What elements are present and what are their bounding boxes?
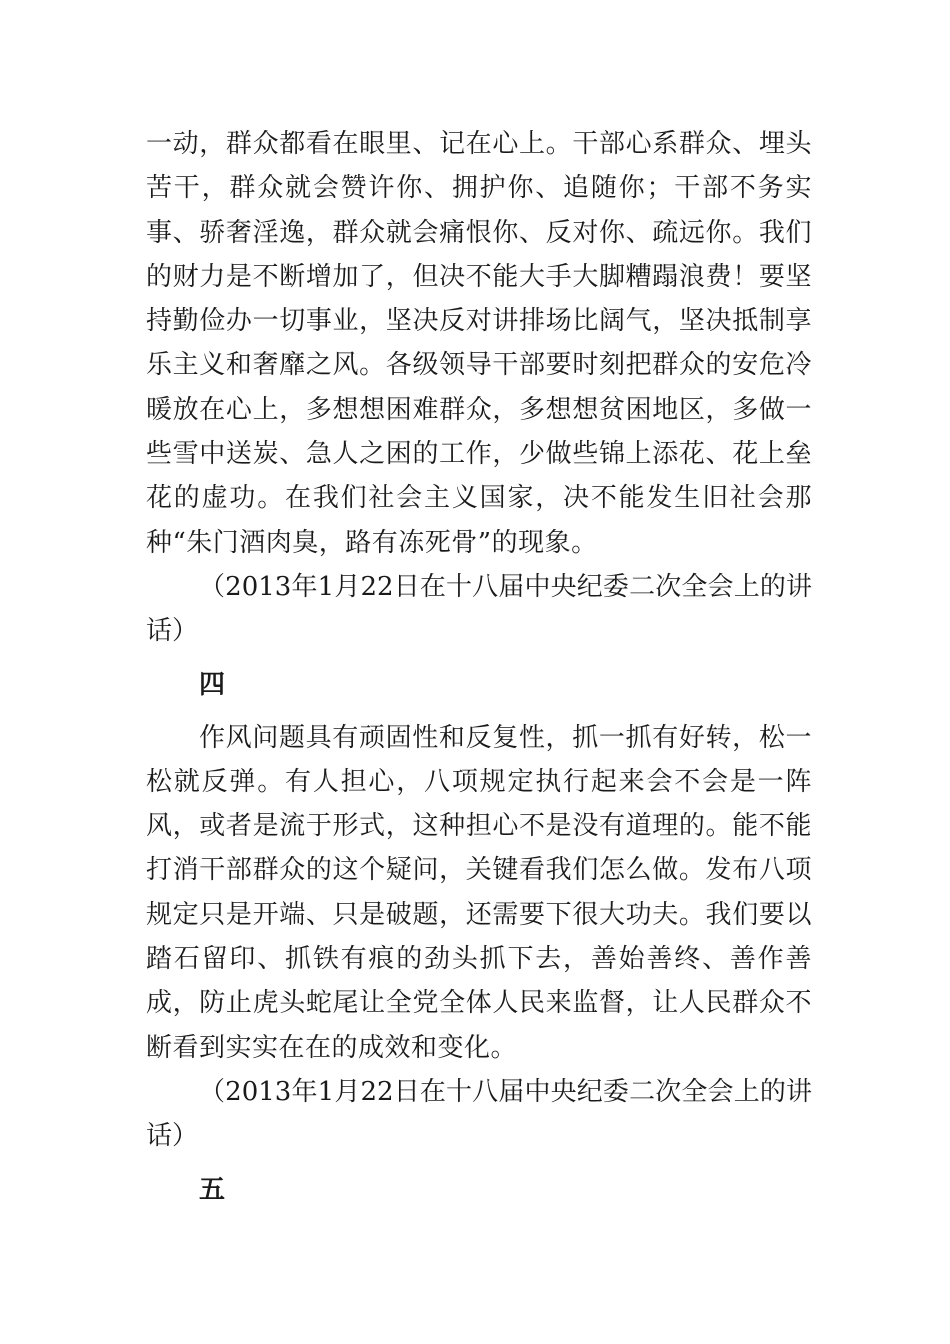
paragraph-4: 作风问题具有顽固性和反复性，抓一抓有好转，松一松就反弹。有人担心，八项规定执行起来会不会是一阵风，或者是流于形式，这种担心不是没有道理的。能不能打消干部群众的这个疑问，关键看我们怎么做。发布八项规定只是开端、只是破题，还需要下很大功夫。我们要以踏石留印、抓铁有痕的劲头抓下去，善始善终、善作善成，防止虎头蛇尾让全党全体人民来监督，让人民群众不断看到实实在在的成效和变化。 [146,722,812,1063]
source-note-4: （2013年1月22日在十八届中央纪委二次全会上的讲话） [146,1076,812,1152]
section-heading-4: 四 [199,669,226,700]
paragraph-3-continuation: 一动，群众都看在眼里、记在心上。干部心系群众、埋头苦干，群众就会赞许你、拥护你、追随你；干部不务实事、骄奢淫逸，群众就会痛恨你、反对你、疏远你。我们的财力是不断增加了，但决不能大手大脚糟蹋浪费！要坚持勤俭办一切事业，坚决反对讲排场比阔气，坚决抵制享乐主义和奢靡之风。各级领导干部要时刻把群众的安危冷暖放在心上，多想想困难群众，多想想贫困地区，多做一些雪中送炭、急人之困的工作，少做些锦上添花、花上垒花的虚功。在我们社会主义国家，决不能发生旧社会那种“朱门酒肉臭，路有冻死骨”的现象。 [146,129,812,558]
source-note-3: （2013年1月22日在十八届中央纪委二次全会上的讲话） [146,571,812,647]
section-heading-5: 五 [199,1174,226,1205]
document-body [146,122,812,1221]
